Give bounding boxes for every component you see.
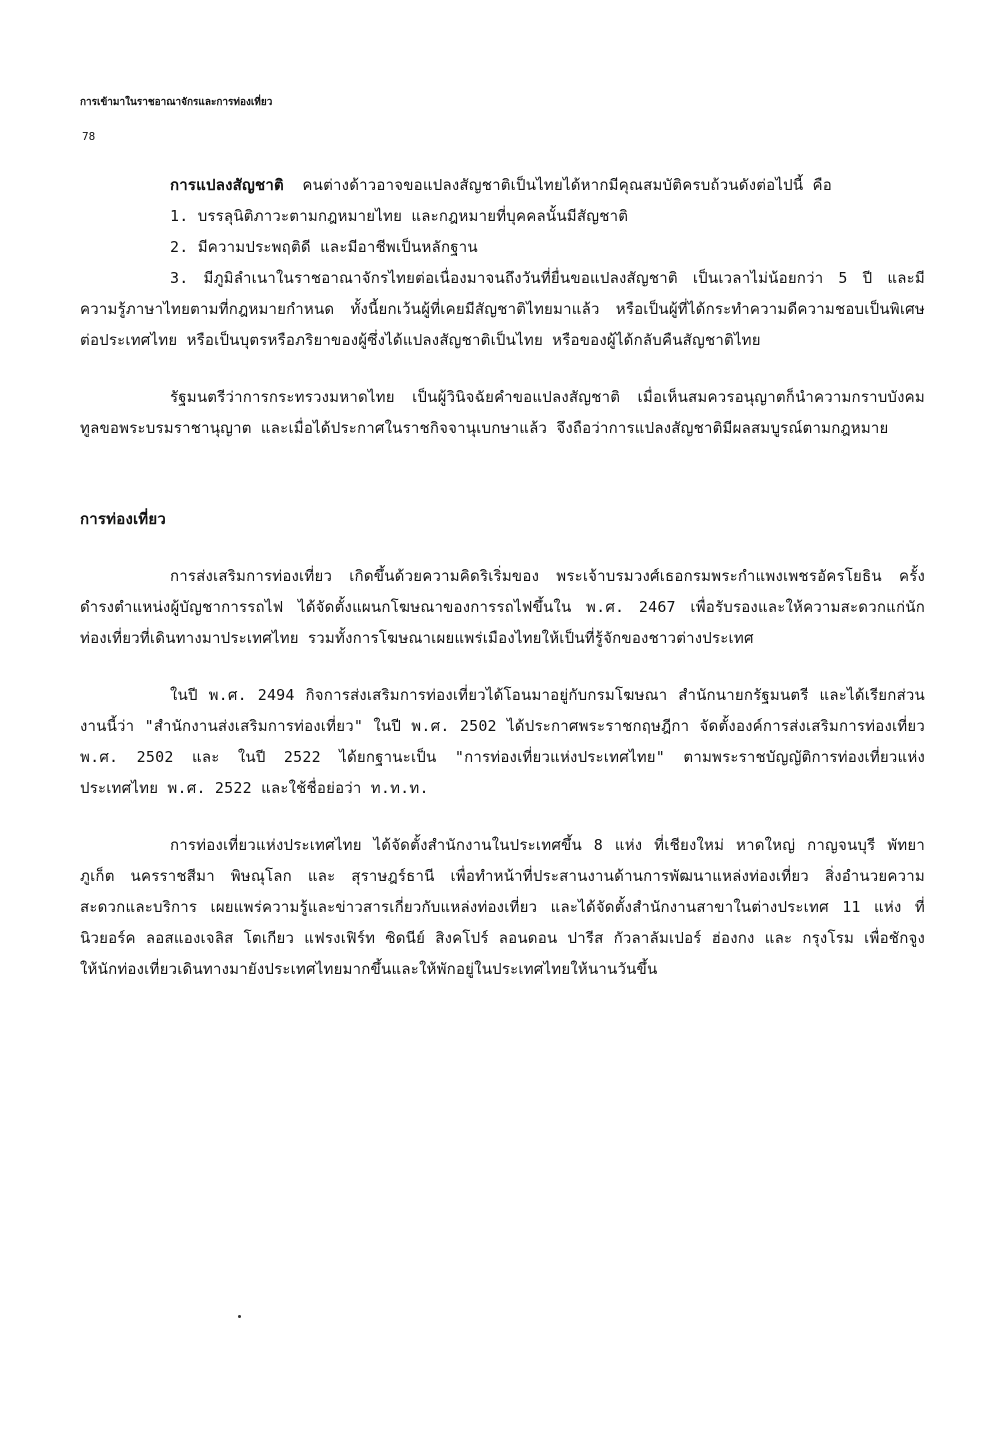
stray-mark xyxy=(238,1315,241,1318)
naturalization-intro: คนต่างด้าวอาจขอแปลงสัญชาติเป็นไทยได้หากมีคุณสมบัติครบถ้วนดังต่อไปนี้ คือ xyxy=(302,176,832,194)
naturalization-item-3: 3. มีภูมิลำเนาในราชอาณาจักรไทยต่อเนื่องมาจนถึงวันที่ยื่นขอแปลงสัญชาติ เป็นเวลาไม่น้อยกว่า 5 ปี และมีความรู้ภาษาไทยตามที่กฎหมายกำหนด ทั้งนี้ยกเว้นผู้ที่เคยมีสัญชาติไทยมาแล้ว หรือเป็นผู้ที่ได้กระทำความดีความชอบเป็นพิเศษต่อประเทศไทย หรือเป็นบุตรหรือภริยาของผู้ซึ่งได้แปลงสัญชาติเป็นไทย หรือของผู้ได้กลับคืนสัญชาติไทย xyxy=(80,269,925,349)
tourism-paragraph-2: ในปี พ.ศ. 2494 กิจการส่งเสริมการท่องเที่ยวได้โอนมาอยู่กับกรมโฆษณา สำนักนายกรัฐมนตรี และได้เรียกส่วนงานนี้ว่า "สำนักงานส่งเสริมการท่องเที่ยว" ในปี พ.ศ. 2502 ได้ประกาศพระราชกฤษฎีกา จัดตั้งองค์การส่งเสริมการท่องเที่ยว พ.ศ. 2502 และ ในปี 2522 ได้ยกฐานะเป็น "การท่องเที่ยวแห่งประเทศไทย" ตามพระราชบัญญัติการท่องเที่ยวแห่งประเทศไทย พ.ศ. 2522 และใช้ชื่อย่อว่า ท.ท.ท. xyxy=(80,686,925,797)
tourism-heading: การท่องเที่ยว xyxy=(80,510,167,528)
tourism-paragraph-3: การท่องเที่ยวแห่งประเทศไทย ได้จัดตั้งสำนักงานในประเทศขึ้น 8 แห่ง ที่เชียงใหม่ หาดใหญ่ กาญจนบุรี พัทยา ภูเก็ต นครราชสีมา พิษณุโลก และ สุราษฎร์ธานี เพื่อทำหน้าที่ประสานงานด้านการพัฒนาแหล่งท่องเที่ยว สิ่งอำนวยความสะดวกและบริการ เผยแพร่ความรู้และข่าวสารเกี่ยวกับแหล่งท่องเที่ยว และได้จัดตั้งสำนักงานสาขาในต่างประเทศ 11 แห่ง ที่นิวยอร์ค ลอสแองเจลิส โตเกียว แฟรงเฟิร์ท ซิดนีย์ สิงคโปร์ ลอนดอน ปารีส กัวลาลัมเปอร์ ฮ่องกง และ กรุงโรม เพื่อชักจูงให้นักท่องเที่ยวเดินทางมายังประเทศไทยมากขึ้นและให้พักอยู่ในประเทศไทยให้นานวันขึ้น xyxy=(80,836,925,978)
running-header: การเข้ามาในราชอาณาจักรและการท่องเที่ยว xyxy=(80,97,273,108)
page-number: 78 xyxy=(82,130,96,143)
naturalization-intro-paragraph xyxy=(80,170,925,201)
tourism-paragraph-1: การส่งเสริมการท่องเที่ยว เกิดขึ้นด้วยความคิดริเริ่มของ พระเจ้าบรมวงศ์เธอกรมพระกำแพงเพชรอัครโยธิน ครั้งดำรงตำแหน่งผู้บัญชาการรถไฟ ได้จัดตั้งแผนกโฆษณาของการรถไฟขึ้นใน พ.ศ. 2467 เพื่อรับรองและให้ความสะดวกแก่นักท่องเที่ยวที่เดินทางมาประเทศไทย รวมทั้งการโฆษณาเผยแพร่เมืองไทยให้เป็นที่รู้จักของชาวต่างประเทศ xyxy=(80,567,925,647)
page-content xyxy=(80,170,925,985)
naturalization-approval-paragraph: รัฐมนตรีว่าการกระทรวงมหาดไทย เป็นผู้วินิจฉัยคำขอแปลงสัญชาติ เมื่อเห็นสมควรอนุญาตก็นำความกราบบังคมทูลขอพระบรมราชานุญาต และเมื่อได้ประกาศในราชกิจจานุเบกษาแล้ว จึงถือว่าการแปลงสัญชาติมีผลสมบูรณ์ตามกฎหมาย xyxy=(80,388,925,437)
naturalization-item-1: 1. บรรลุนิติภาวะตามกฎหมายไทย และกฎหมายที่บุคคลนั้นมีสัญชาติ xyxy=(170,207,629,225)
naturalization-title: การแปลงสัญชาติ xyxy=(170,176,284,194)
naturalization-item-2: 2. มีความประพฤติดี และมีอาชีพเป็นหลักฐาน xyxy=(170,238,478,256)
